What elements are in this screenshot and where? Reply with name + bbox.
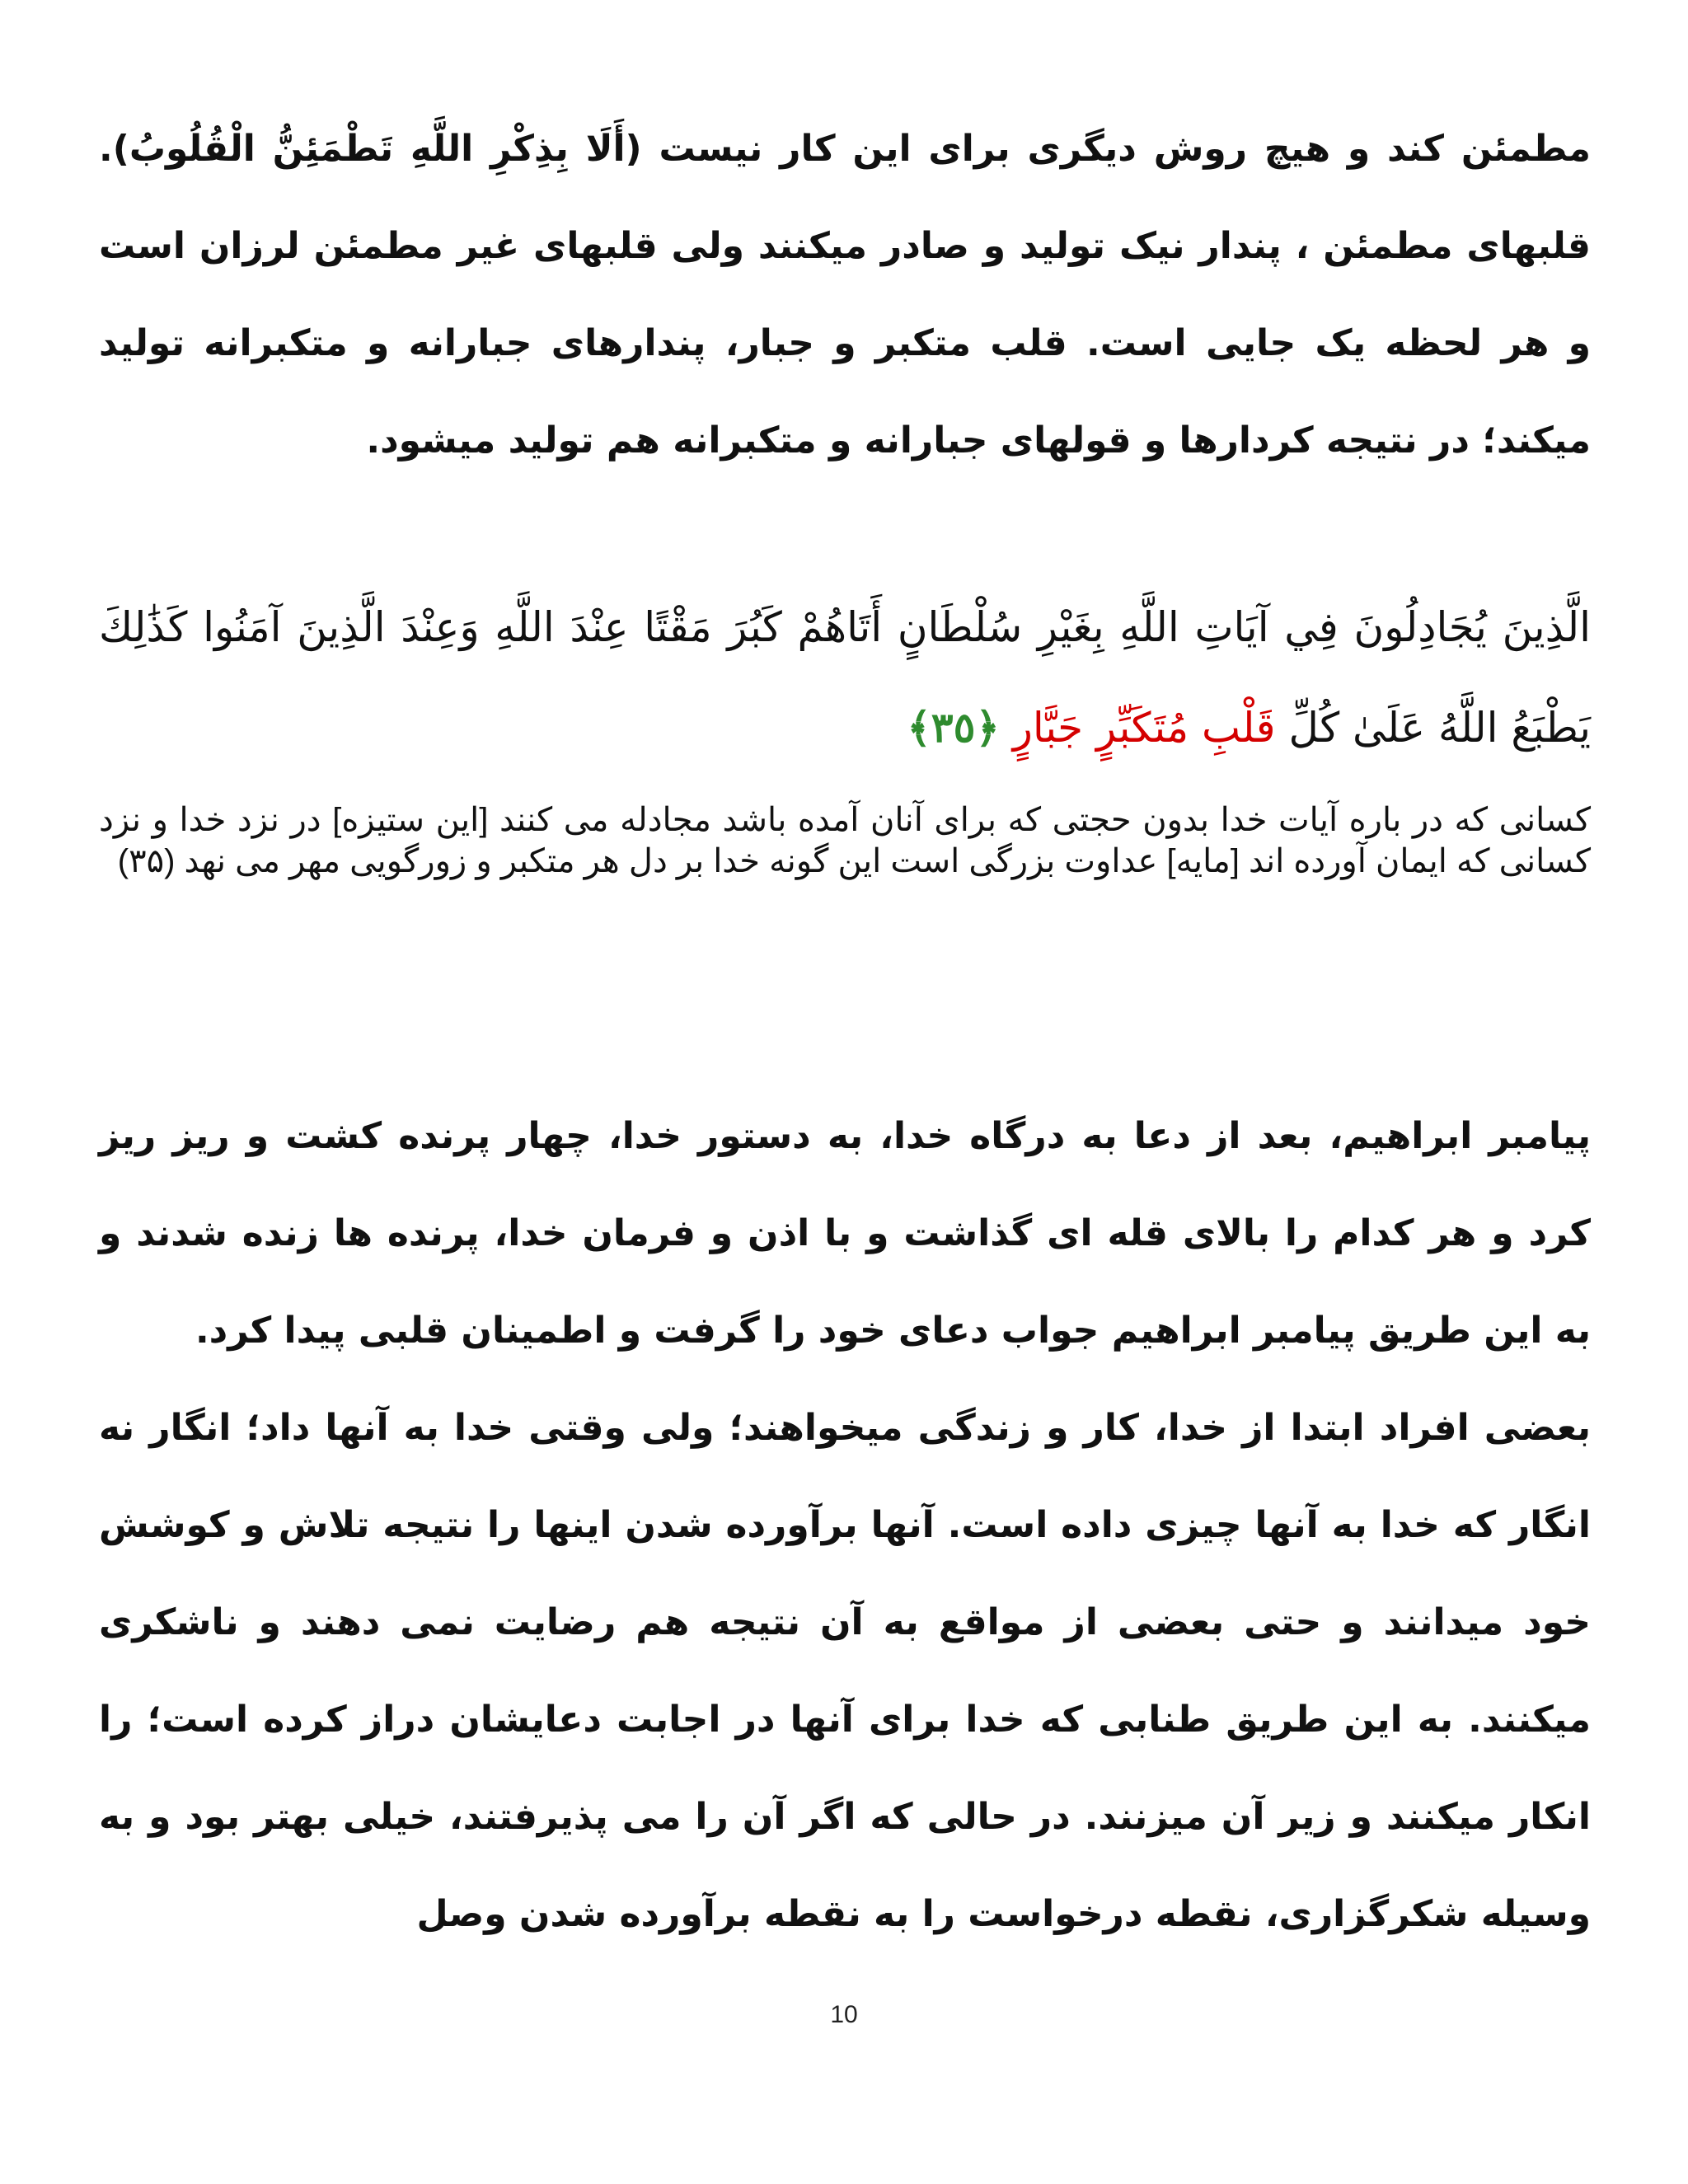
paragraph-heart-tranquility (99, 101, 1591, 490)
paragraphs-ibrahim-and-gratitude (99, 1088, 1591, 1963)
ayah-number-marker: ﴿٣٥﴾ (907, 703, 1000, 752)
verse-translation (99, 799, 1591, 882)
paragraph-ibrahim: پیامبر ابراهیم، بعد از دعا به درگاه خدا، به دستور خدا، چهار پرنده کشت و ریز ریز کرد و هر کدام را بالای قله ای گذاشت و با اذن و فرمان خدا، پرنده ها زنده شدند و به این طریق پیامبر ابراهیم جواب دعای خود را گرفت و اطمینان قلبی پیدا کرد. (99, 1115, 1591, 1352)
paragraph-text: مطمئن کند و هیچ روش دیگری برای این کار نیست (أَلَا بِذِكْرِ اللَّهِ تَطْمَئِنُّ الْقُلُوبُ). قلبهای مطمئن ، پندار نیک تولید و صادر میکنند ولی قلبهای غیر مطمئن لرزان است و هر لحظه یک جایی است. قلب متکبر و جبار، پندارهای جبارانه و متکبرانه تولید میکند؛ در نتیجه کردارها و قولهای جبارانه و متکبرانه هم تولید میشود. (99, 128, 1591, 462)
verse-highlight-text: قَلْبِ مُتَكَبِّرٍ جَبَّارٍ (1012, 704, 1276, 752)
quran-verse (99, 577, 1591, 778)
page-number: 10 (830, 2001, 858, 2028)
translation-text: کسانی که در باره آیات خدا بدون حجتی که برای آنان آمده باشد مجادله می کنند [این ستیزه] در نزد خدا و نزد کسانی که ایمان آورده اند [مایه] عداوت بزرگی است این گونه خدا بر دل هر متکبر و زورگویی مهر می نهد (۳۵) (99, 802, 1591, 879)
paragraph-gratitude: بعضی افراد ابتدا از خدا، کار و زندگی میخواهند؛ ولی وقتی خدا به آنها داد؛ انگار نه انگار که خدا به آنها چیزی داده است. آنها برآورده شدن اینها را نتیجه تلاش و کوشش خود میدانند و حتی بعضی از مواقع به آن نتیجه هم رضایت نمی دهند و ناشکری میکنند. به این طریق طنابی که خدا برای آنها در اجابت دعایشان دراز کرده است؛ را انکار میکنند و زیر آن میزنند. در حالی که اگر آن را می پذیرفتند، خیلی بهتر بود و به وسیله شکرگزاری، نقطه درخواست را به نقطه برآورده شدن وصل (99, 1407, 1591, 1935)
verse-main-text: الَّذِينَ يُجَادِلُونَ فِي آيَاتِ اللَّهِ بِغَيْرِ سُلْطَانٍ أَتَاهُمْ كَبُرَ مَقْتًا عِنْدَ اللَّهِ وَعِنْدَ الَّذِينَ آمَنُوا كَذَٰلِكَ يَطْبَعُ اللَّهُ عَلَىٰ كُلِّ (99, 603, 1591, 752)
